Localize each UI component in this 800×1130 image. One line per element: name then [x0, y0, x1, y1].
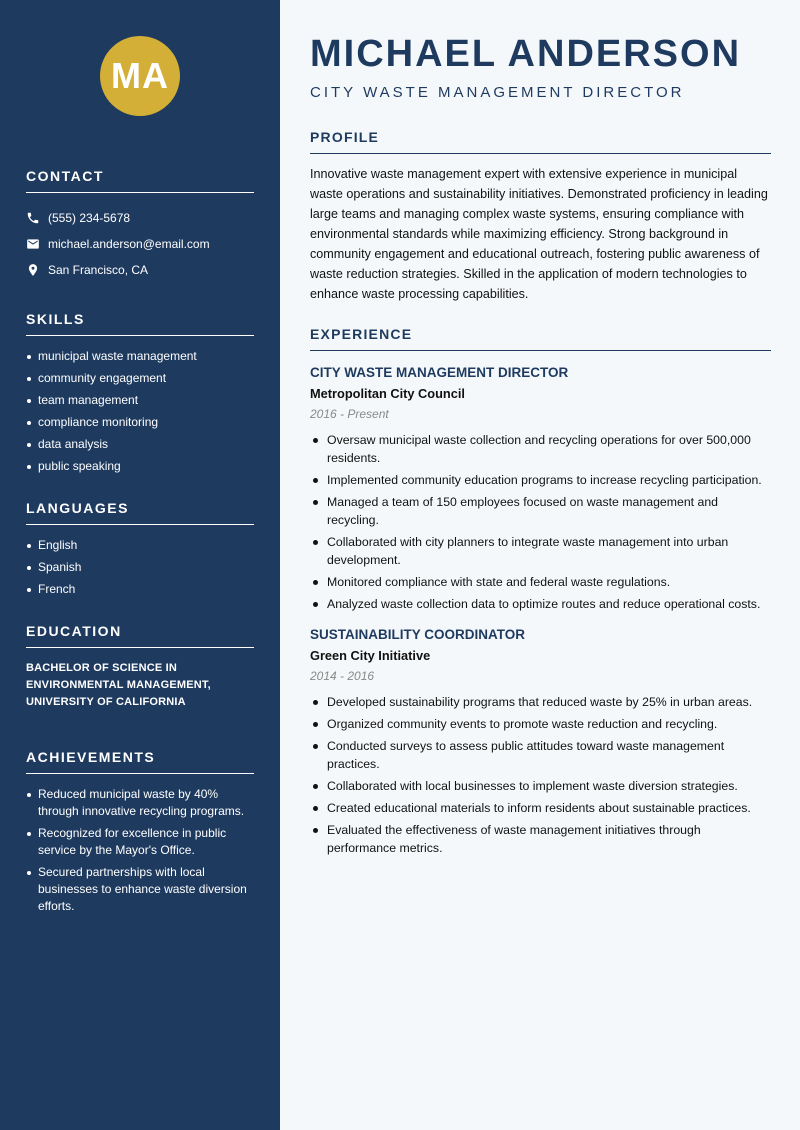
- education-section: [26, 623, 254, 711]
- phone-text: (555) 234-5678: [48, 211, 131, 225]
- language-item: English: [26, 537, 254, 554]
- contact-phone: [26, 205, 254, 231]
- job-company: Green City Initiative: [310, 648, 431, 663]
- education-degree: BACHELOR OF SCIENCE IN ENVIRONMENTAL MANAGEMENT, UNIVERSITY OF CALIFORNIA: [26, 662, 211, 708]
- candidate-name: MICHAEL ANDERSON: [310, 33, 742, 75]
- languages-heading: LANGUAGES: [26, 500, 254, 525]
- job-bullet: Collaborated with city planners to integrate waste management into urban development.: [310, 533, 771, 569]
- achievement-item: Secured partnerships with local businesses to enhance waste diversion efforts.: [26, 864, 254, 915]
- avatar-initials: MA: [100, 36, 180, 116]
- job-role: CITY WASTE MANAGEMENT DIRECTOR: [310, 365, 569, 380]
- job-bullet: Conducted surveys to assess public attitudes toward waste management practices.: [310, 737, 771, 773]
- main-content: [280, 0, 800, 1130]
- job-dates: 2016 - Present: [310, 407, 389, 421]
- job-bullets: [310, 431, 771, 613]
- contact-email: [26, 231, 254, 257]
- job-entry: [310, 627, 771, 857]
- achievement-item: Reduced municipal waste by 40% through innovative recycling programs.: [26, 786, 254, 820]
- skill-item: community engagement: [26, 370, 254, 387]
- job-company: Metropolitan City Council: [310, 386, 465, 401]
- language-item: Spanish: [26, 559, 254, 576]
- experience-heading: EXPERIENCE: [310, 326, 771, 351]
- job-role: SUSTAINABILITY COORDINATOR: [310, 627, 526, 642]
- job-bullet: Evaluated the effectiveness of waste management initiatives through performance metrics.: [310, 821, 771, 857]
- location-text: San Francisco, CA: [48, 263, 149, 277]
- job-bullet: Collaborated with local businesses to implement waste diversion strategies.: [310, 777, 771, 795]
- job-bullet: Created educational materials to inform residents about sustainable practices.: [310, 799, 771, 817]
- job-bullet: Developed sustainability programs that reduced waste by 25% in urban areas.: [310, 693, 771, 711]
- job-bullet: Managed a team of 150 employees focused on waste management and recycling.: [310, 493, 771, 529]
- contact-heading: CONTACT: [26, 168, 254, 193]
- profile-text: Innovative waste management expert with extensive experience in municipal waste operations and sustainability initiatives. Demonstrated proficiency in leading large teams and managing complex waste systems, ensuring compliance with environmental standards while maximizing efficiency. Strong background in community engagement and educational outreach, fostering public awareness of waste reduction strategies. Skilled in the application of modern technologies to enhance waste processing capabilities.: [310, 167, 768, 301]
- email-icon: [26, 237, 40, 251]
- experience-section: [310, 326, 771, 857]
- location-pin-icon: [26, 263, 40, 277]
- skills-section: [26, 311, 254, 475]
- skill-item: data analysis: [26, 436, 254, 453]
- sidebar: [0, 0, 280, 1130]
- language-item: French: [26, 581, 254, 598]
- achievements-section: [26, 749, 254, 915]
- skill-item: public speaking: [26, 458, 254, 475]
- profile-heading: PROFILE: [310, 129, 771, 154]
- job-bullet: Oversaw municipal waste collection and recycling operations for over 500,000 residents.: [310, 431, 771, 467]
- email-text: michael.anderson@email.com: [48, 237, 210, 251]
- job-entry: [310, 365, 771, 613]
- languages-list: [26, 537, 254, 598]
- skill-item: compliance monitoring: [26, 414, 254, 431]
- contact-location: [26, 257, 254, 283]
- candidate-title: CITY WASTE MANAGEMENT DIRECTOR: [310, 84, 685, 101]
- phone-icon: [26, 211, 40, 225]
- skill-item: municipal waste management: [26, 348, 254, 365]
- skills-list: [26, 348, 254, 475]
- achievement-item: Recognized for excellence in public service by the Mayor's Office.: [26, 825, 254, 859]
- skills-heading: SKILLS: [26, 311, 254, 336]
- job-bullet: Analyzed waste collection data to optimize routes and reduce operational costs.: [310, 595, 771, 613]
- education-heading: EDUCATION: [26, 623, 254, 648]
- job-bullet: Organized community events to promote waste reduction and recycling.: [310, 715, 771, 733]
- job-bullet: Monitored compliance with state and federal waste regulations.: [310, 573, 771, 591]
- contact-section: [26, 168, 254, 283]
- job-dates: 2014 - 2016: [310, 669, 375, 683]
- achievements-list: [26, 786, 254, 915]
- achievements-heading: ACHIEVEMENTS: [26, 749, 254, 774]
- skill-item: team management: [26, 392, 254, 409]
- job-bullet: Implemented community education programs to increase recycling participation.: [310, 471, 771, 489]
- profile-section: [310, 129, 771, 304]
- languages-section: [26, 500, 254, 598]
- job-bullets: [310, 693, 771, 857]
